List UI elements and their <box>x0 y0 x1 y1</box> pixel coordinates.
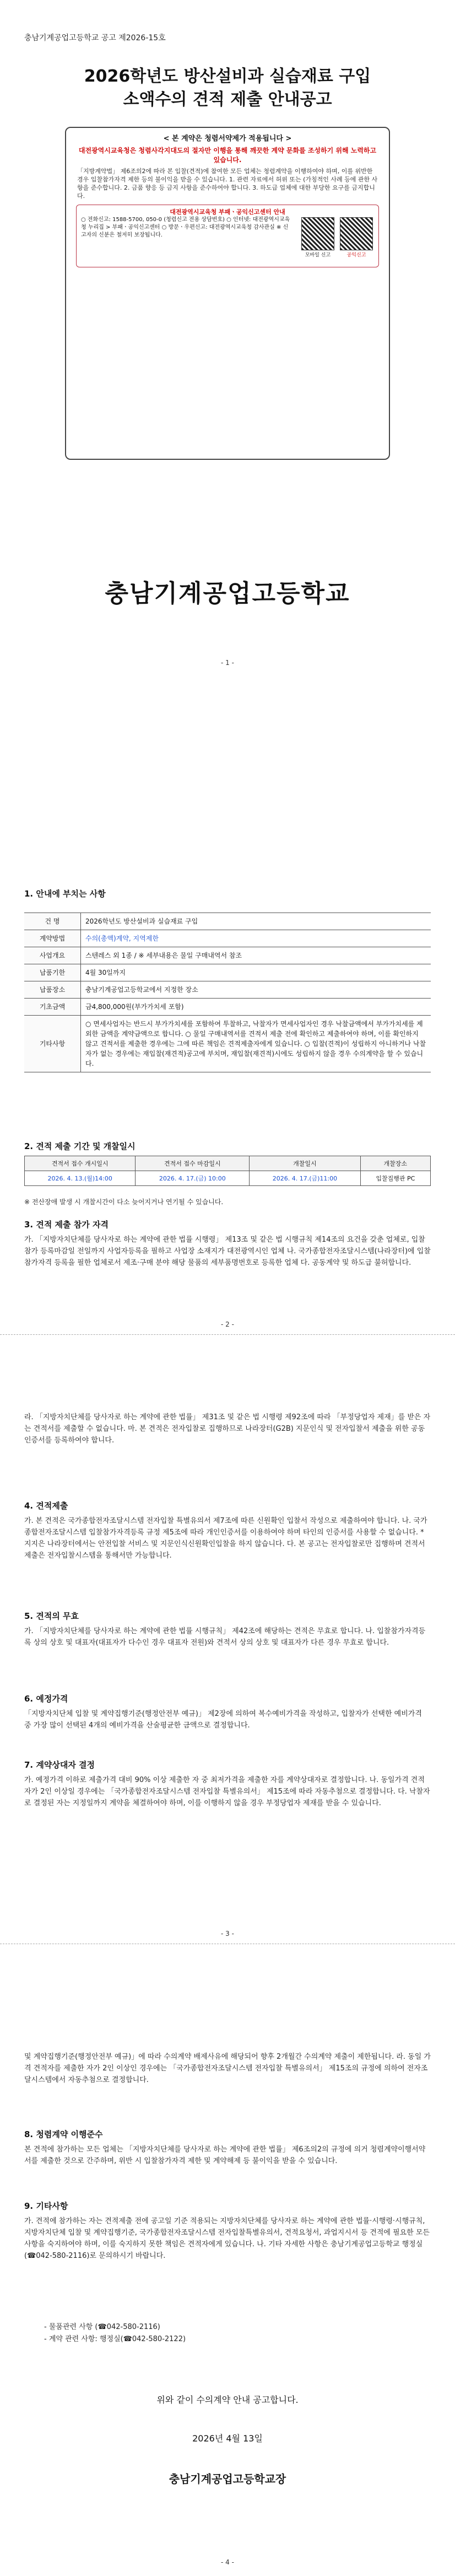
section-8-title: 8. 청렴계약 이행준수 <box>24 2129 103 2139</box>
section-3-body-continued: 라. 「지방자치단체를 당사자로 하는 계약에 관한 법률」 제31조 및 같은 법 시행령 제92조에 따라 「부정당업자 제재」를 받은 자는 견적서를 제출할 수 없습니다. 마. 본 견적은 전자입찰로 집행하므로 나라장터(G2B) 지문인식 및 전자입찰서 제출을 위한 공동인증서를 등록하여야 합니다. <box>24 1413 431 1445</box>
notice-text: 「지방계약법」 제6조의2에 따라 본 입찰(견적)에 참여한 모든 업체는 청렴계약을 이행하여야 하며, 이를 위반한 경우 입찰참가자격 제한 등의 불이익을 받을 수 있습니다. 1. 관련 자료에서 허위 또는 (가칭적인 사례 등에 관한 사항을 준수합니다. 2. 금품 향응 등 금지 사항을 준수하여야 합니다. 3. 하도급 업체에 대한 부당한 요구를 금지합니다. <box>77 168 378 200</box>
column-header: 견적서 접수 마감일시 <box>136 1156 250 1171</box>
table-key: 납품장소 <box>24 981 81 999</box>
table-row <box>24 981 431 999</box>
section-7-body: 가. 예정가격 이하로 제출가격 대비 90% 이상 제출한 자 중 최저가격을 제출한 자를 계약상대자로 결정합니다. 나. 동일가격 견적자가 2인 이상일 경우에는 「국가종합전자조달시스템 전자입찰 특별유의서」 제15조에 따라 자동추첨으로 결정합니다. 다. 낙찰자로 결정된 자는 지정일까지 계약을 체결하여야 하며, 이를 이행하지 않을 경우 부정당업자 제재를 받을 수 있습니다. <box>24 1776 430 1807</box>
table-key: 건 명 <box>24 913 81 930</box>
column-header: 개찰장소 <box>360 1156 430 1171</box>
report-center-text: ○ 전화신고: 1588-5700, 050-0 (청렴신고 전용 상담번호) ○ 인터넷: 대전광역시교육청 누리집 > 부패ㆍ공익신고센터 ○ 방문ㆍ우편신고: 대전광역시교육청 감사관실 ※ 신고자의 신분은 철저히 보장됩니다. <box>81 217 290 238</box>
table-row <box>24 947 431 964</box>
contact-line: - 물품관련 사항 (☎042-580-2116) <box>44 2323 160 2331</box>
table-value: 수의(총액)계약, 지역제한 <box>81 930 431 947</box>
table-row <box>24 1016 431 1072</box>
table-key: 사업개요 <box>24 947 81 964</box>
report-center-box <box>76 205 379 267</box>
table-value: 금4,800,000원(부가가치세 포함) <box>81 999 431 1016</box>
table-value: 충남기계공업고등학교에서 지정한 장소 <box>81 981 431 999</box>
column-header: 개찰일시 <box>250 1156 360 1171</box>
table-key: 기타사항 <box>24 1016 81 1072</box>
integrity-notice-box <box>65 127 390 460</box>
page-number: - 4 - <box>221 2558 234 2566</box>
contact-line: - 계약 관련 사항: 행정실(☎042-580-2122) <box>44 2335 186 2343</box>
qr-code-icon <box>340 217 373 250</box>
table-key: 납품기한 <box>24 964 81 981</box>
section-1-title: 1. 안내에 부치는 사항 <box>24 889 106 899</box>
notice-number: 충남기계공업고등학교 공고 제2026-15호 <box>24 34 166 42</box>
signer-name: 충남기계공업고등학교장 <box>169 2472 286 2486</box>
section-3-title: 3. 견적 제출 참가 자격 <box>24 1220 109 1230</box>
schedule-note: ※ 전산장애 발생 시 개찰시간이 다소 늦어지거나 연기될 수 있습니다. <box>24 1198 224 1206</box>
notice-warning: 대전광역시교육청은 청렴사각지대도의 절자만 이행을 통해 깨끗한 계약 문화를 조성하기 위해 노력하고 있습니다. <box>78 147 377 164</box>
column-header: 견적서 접수 개시일시 <box>25 1156 136 1171</box>
page-number: - 2 - <box>221 1321 234 1328</box>
table-value: 4월 30일까지 <box>81 964 431 981</box>
table-cell: 입찰집행관 PC <box>360 1171 430 1186</box>
section-7-title: 7. 계약상대자 결정 <box>24 1760 95 1770</box>
section-5-body: 가. 「지방자치단체를 당사자로 하는 계약에 관한 법률 시행규칙」 제42조에 해당하는 견적은 무효로 합니다. 나. 입찰참가자격등록 상의 상호 및 대표자(대표자가 다수인 경우 대표자 전원)와 견적서 상의 상호 및 대표자가 다른 경우 무효로 합니다. <box>24 1627 426 1647</box>
announcement-info-table <box>24 913 431 1072</box>
section-4-title: 4. 견적제출 <box>24 1501 68 1511</box>
table-cell: 2026. 4. 17.(금) 10:00 <box>136 1171 250 1186</box>
table-key: 기초금액 <box>24 999 81 1016</box>
table-row <box>25 1171 431 1186</box>
notice-title: < 본 계약은 청렴서약제가 적용됩니다 > <box>163 135 292 143</box>
report-center-title: 대전광역시교육청 부패ㆍ공익신고센터 안내 <box>170 208 285 216</box>
table-key: 계약방법 <box>24 930 81 947</box>
table-header-row <box>25 1156 431 1171</box>
announcement-date: 2026년 4월 13일 <box>192 2433 263 2444</box>
section-4-body: 가. 본 견적은 국가종합전자조달시스템 전자입찰 특별유의서 제7조에 따른 신원확인 입찰서 작성으로 제출하여야 합니다. 나. 국가종합전자조달시스템 입찰참가자격등록 규정 제5조에 따라 개인인증서를 이용하여야 하며 타인의 인증서를 사용할 수 없습니다. * 지지은 나라장터에서는 안전입찰 서비스 및 지문인식신원확인입찰을 하지 않습니다. 다. 본 공고는 전자입찰로만 집행하며 견적서 제출은 전자입찰시스템을 통해서만 가능합니다. <box>24 1517 427 1560</box>
section-5-title: 5. 견적의 무효 <box>24 1611 79 1621</box>
table-row <box>24 913 431 930</box>
schedule-table <box>24 1156 431 1186</box>
page-title-line1: 2026학년도 방산설비과 실습재료 구입 <box>84 67 371 86</box>
qr-code-icon <box>301 217 334 250</box>
section-6-title: 6. 예정가격 <box>24 1694 68 1704</box>
page-number: - 3 - <box>221 1930 234 1938</box>
table-cell: 2026. 4. 13.(월)14:00 <box>25 1171 136 1186</box>
qr-right-label: 공익신고 <box>346 253 366 258</box>
section-9-title: 9. 기타사항 <box>24 2201 68 2211</box>
section-6-body: 「지방자치단체 입찰 및 계약집행기준(행정안전부 예규)」 제2장에 의하여 복수예비가격을 작성하고, 입찰자가 선택한 예비가격 중 가장 많이 선택된 4개의 예비가격을 산술평균한 금액으로 결정합니다. <box>24 1710 422 1730</box>
page-number: - 1 - <box>221 659 234 667</box>
section-7-body-continued: 및 계약집행기준(행정안전부 예규)」에 따라 수의계약 배제사유에 해당되어 향후 2개월간 수의계약 제출이 제한됩니다. 라. 동일 가격 견적자를 제출한 자가 2인 이상인 경우에는 「국가종합전자조달시스템 전자입찰 특별유의서」 제15조의 규정에 의하여 전자조달시스템에서 자동추첨으로 결정합니다. <box>24 2053 431 2084</box>
table-row <box>24 999 431 1016</box>
table-value: 2026학년도 방산설비과 실습재료 구입 <box>81 913 431 930</box>
page-title-line2: 소액수의 견적 제출 안내공고 <box>123 90 332 109</box>
section-8-body: 본 견적에 참가하는 모든 업체는 「지방자치단체를 당사자로 하는 계약에 관한 법률」 제6조의2의 규정에 의거 청렴계약이행서약서를 제출한 것으로 간주하며, 위반 시 입찰참가자격 제한 및 계약해제 등 불이익을 받을 수 있습니다. <box>24 2145 426 2165</box>
page-divider <box>0 1334 455 1335</box>
section-2-title: 2. 견적 제출 기간 및 개찰일시 <box>24 1141 136 1151</box>
section-9-body: 가. 견적에 참가하는 자는 견적제출 전에 공고일 기준 적용되는 지방자치단체를 당사자로 하는 계약에 관한 법률·시행령·시행규칙, 지방자치단체 입찰 및 계약집행기준, 국가종합전자조달시스템 전자입찰특별유의서, 견적요청서, 과업지시서 등 견적에 필요한 모든 사항을 숙지하여야 하며, 이를 숙지하지 못한 책임은 견적자에게 있습니다. 나. 기타 자세한 사항은 충남기계공업고등학교 행정실(☎042-580-2116)로 문의하시기 바랍니다. <box>24 2217 430 2260</box>
table-value: ○ 면세사업자는 반드시 부가가치세를 포함하여 투찰하고, 낙찰자가 면세사업자인 경우 낙찰금액에서 부가가치세를 제외한 금액을 계약금액으로 합니다. ○ 물일 구매내역서를 견적서 제출 전에 확인하고 제출하여야 하며, 이를 확인하지 않고 견적서를 제출한 경우에는 그에 따른 책임은 견적제출자에게 있습니다. ○ 입찰(견적)이 성립하지 아니하거나 낙찰자가 없는 경우에는 재입찰(재견적)공고에 부치며, 재입찰(재견적)시에도 성립하지 않을 경우 수의계약을 할 수 있습니다. <box>81 1016 431 1072</box>
table-row <box>24 964 431 981</box>
school-name-heading: 충남기계공업고등학교 <box>105 579 350 608</box>
section-3-body: 가. 「지방자치단체를 당사자로 하는 계약에 관한 법률 시행령」 제13조 및 같은 법 시행규칙 제14조의 요건을 갖춘 업체로, 입찰 참가 등록마감일 전일까지 사업자등록을 필하고 사업장 소재지가 대전광역시인 업체 나. 국가종합전자조달시스템(나라장터)에 입찰참가자격 등록을 필한 업체로서 제조·구매 분야 해당 물품의 세부품명번호로 등록한 업체 다. 공동계약 및 하도급 불허합니다. <box>24 1236 431 1267</box>
table-cell: 2026. 4. 17.(금)11:00 <box>250 1171 360 1186</box>
qr-left-label: 모바일 신고 <box>305 253 331 258</box>
table-row <box>24 930 431 947</box>
closing-statement: 위와 같이 수의계약 안내 공고합니다. <box>156 2395 299 2405</box>
table-value: 스텐레스 외 1종 / ※ 세부내용은 물일 구매내역서 참조 <box>81 947 431 964</box>
